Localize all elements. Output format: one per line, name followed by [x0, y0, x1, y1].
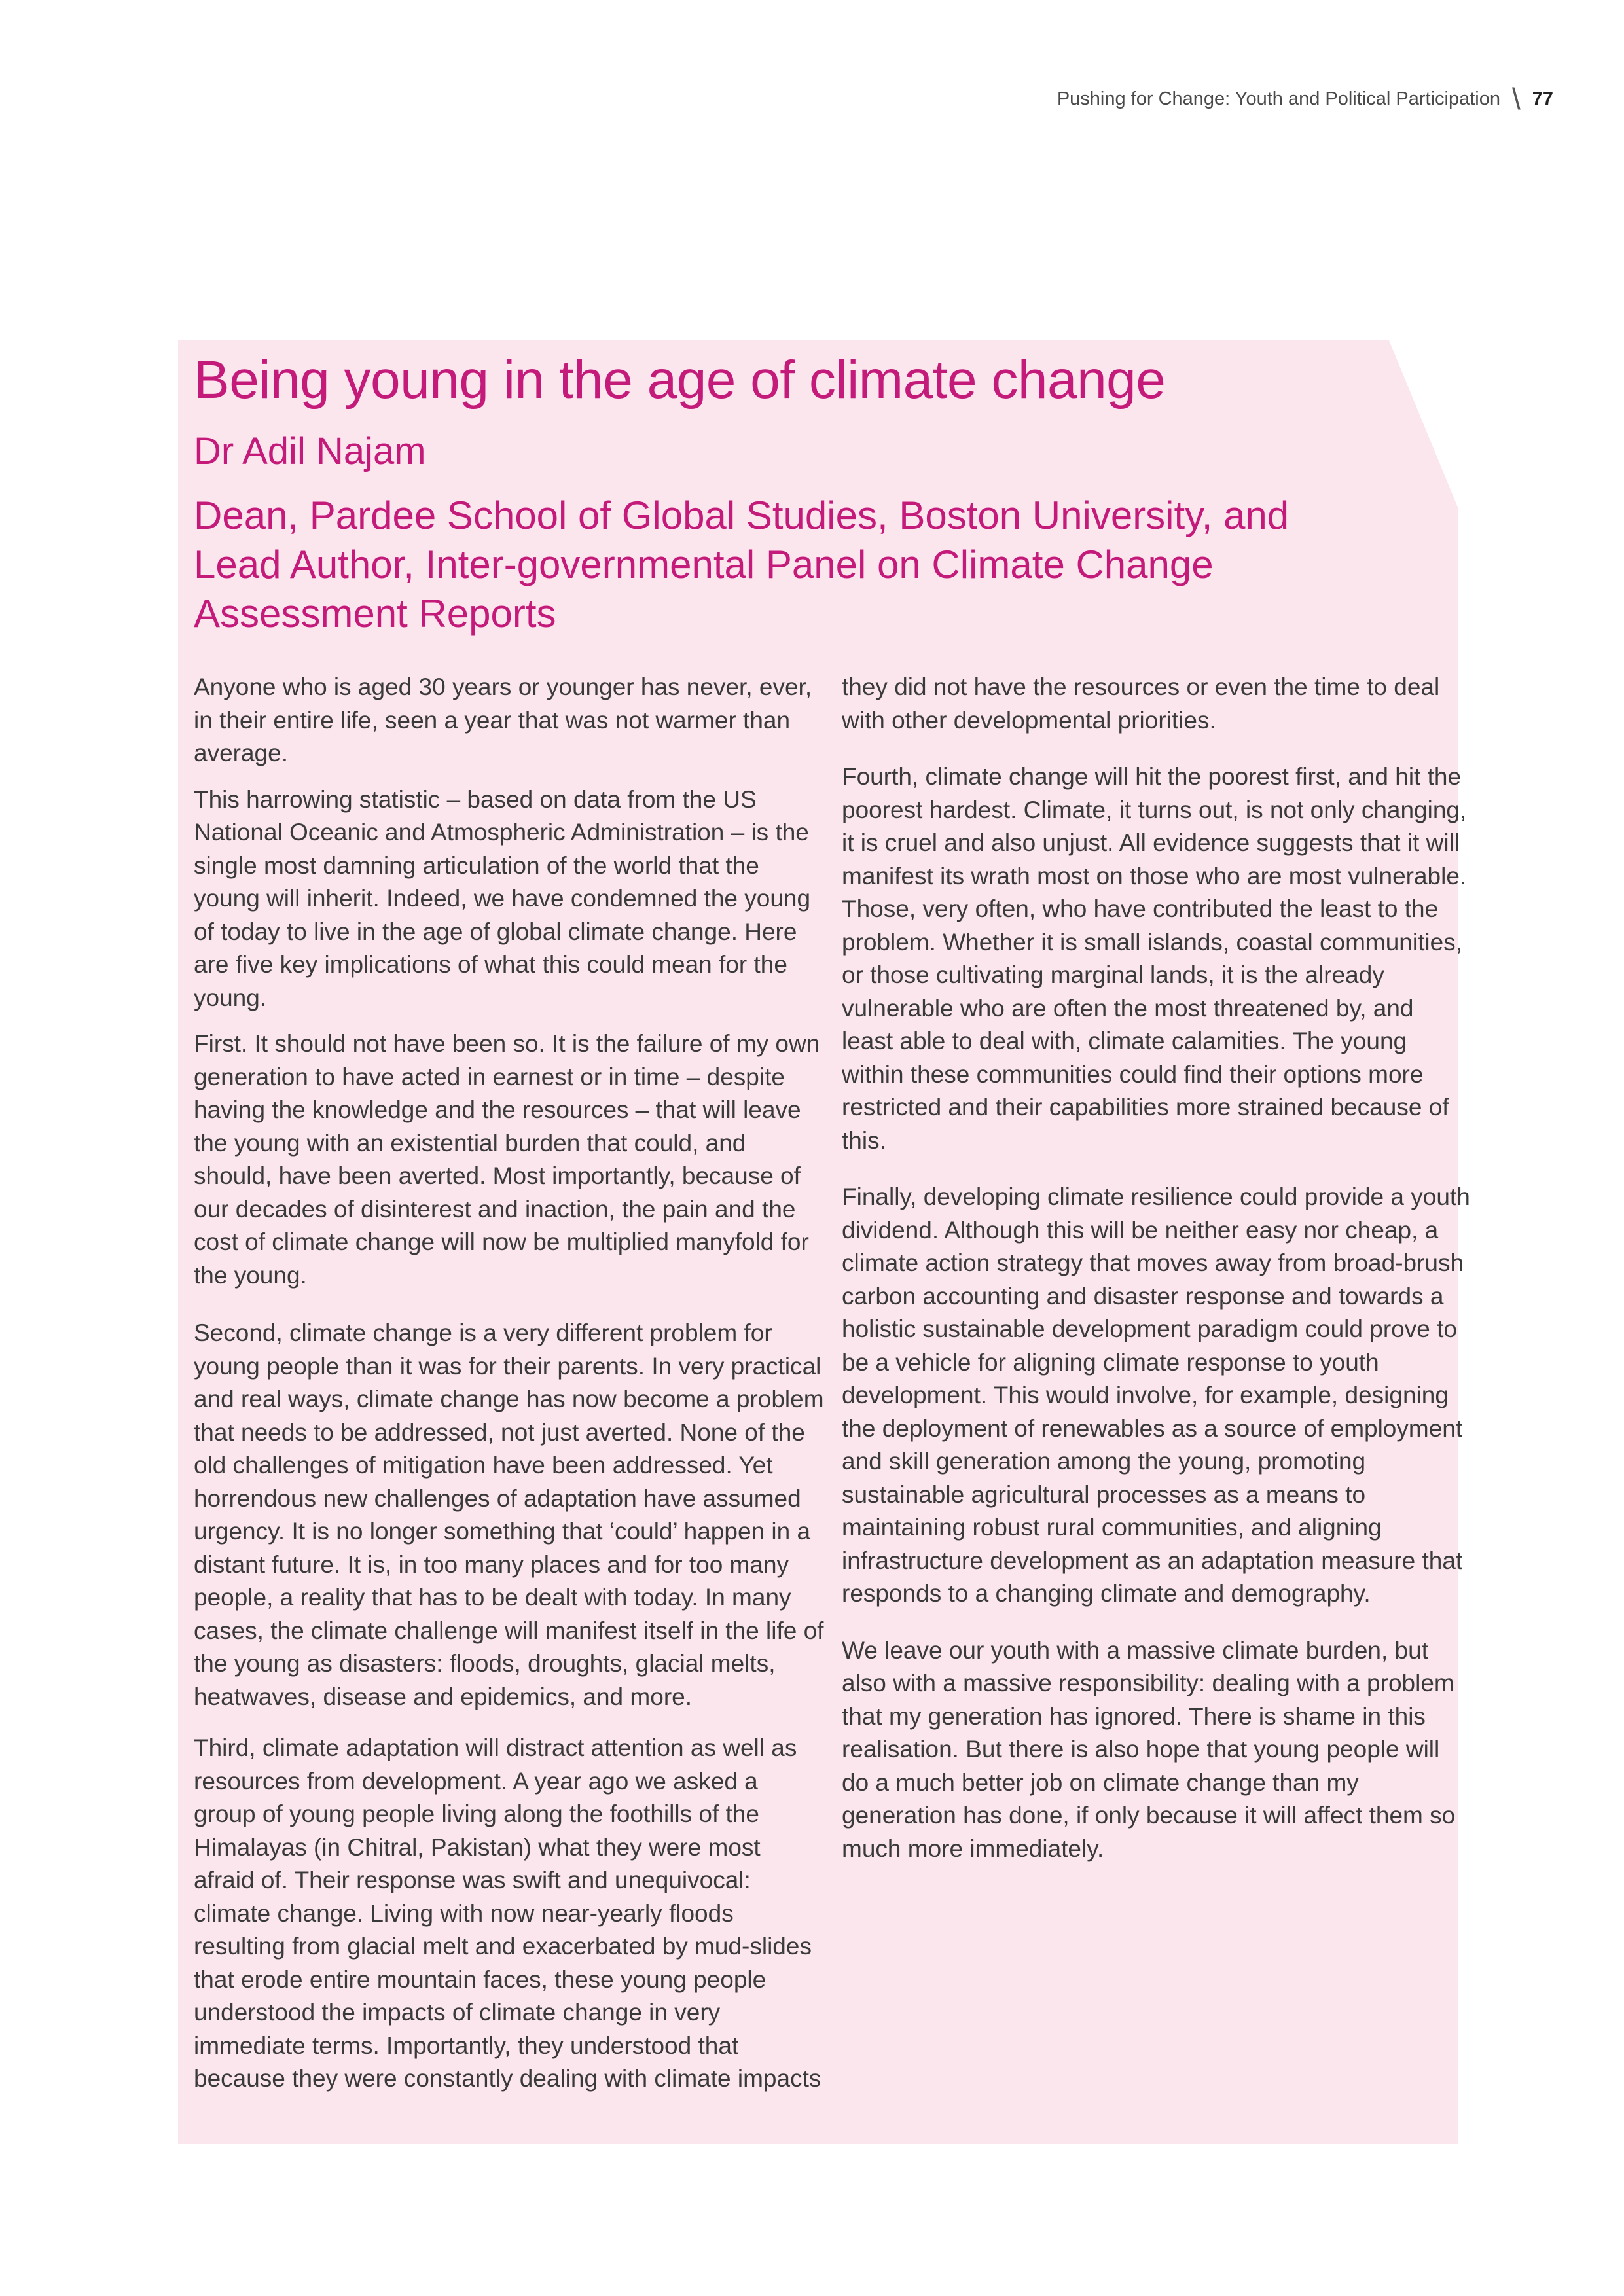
article-panel — [178, 340, 1470, 2144]
paragraph-conclusion: We leave our youth with a massive climate burden, but also with a massive responsibility: dealing with a problem that my generation has ignored. There is shame in this realisation. But there is also hope that young people will do a much better job on climate change than my generation has done, if only because it will affect them so much more immediately. — [842, 1636, 1456, 1862]
author-name: Dr Adil Najam — [194, 430, 426, 473]
author-role: Dean, Pardee School of Global Studies, Boston University, and Lead Author, Inter-governmental Panel on Climate Change Assessment Reports — [194, 493, 1290, 636]
page-number: 77 — [1532, 88, 1553, 109]
body-column-left — [194, 671, 825, 2096]
paragraph-second: Second, climate change is a very different problem for young people than it was for their parents. In very practical and real ways, climate change has now become a problem that needs to be addressed, not just averted. None of the old challenges of mitigation have been addressed. Yet horrendous new challenges of adaptation have assumed urgency. It is no longer something that ‘could’ happen in a distant future. It is, in too many places and for too many people, a reality that has to be dealt with today. In many cases, the climate challenge will manifest itself in the life of the young as disasters: floods, droughts, glacial melts, heatwaves, disease and epidemics, and more. — [194, 1319, 824, 1710]
paragraph-third-continued: they did not have the resources or even the time to deal with other developmental priorities. — [842, 673, 1440, 734]
header-separator: \ — [1511, 82, 1521, 116]
paragraph-statistic: This harrowing statistic – based on data from the US National Oceanic and Atmospheric Administration – is the single most damning articulation of the world that the young will inherit. Indeed, we have condemned the young of today to live in the age of global climate change. Here are five key implications of what this could mean for the young. — [194, 785, 811, 1011]
paragraph-finally: Finally, developing climate resilience could provide a youth dividend. Although this will be neither easy nor cheap, a climate action strategy that moves away from broad-brush carbon accounting and disaster response and towards a holistic sustainable development paradigm could prove to be a vehicle for aligning climate response to youth development. This would involve, for example, designing the deployment of renewables as a source of employment and skill generation among the young, promoting sustainable agricultural processes as a means to maintaining robust rural communities, and aligning infrastructure development as an adaptation measure that responds to a changing climate and demography. — [842, 1183, 1470, 1607]
body-column-right — [842, 671, 1470, 1865]
paragraph-intro: Anyone who is aged 30 years or younger has never, ever, in their entire life, seen a year that was not warmer than average. — [194, 673, 812, 766]
paragraph-first: First. It should not have been so. It is the failure of my own generation to have acted in earnest or in time – despite having the knowledge and the resources – that will leave the young with an existential burden that could, and should, have been averted. Most importantly, because of our decades of disinterest and inaction, the pain and the cost of climate change will now be multiplied manyfold for the young. — [194, 1030, 820, 1289]
running-header — [1057, 84, 1553, 114]
paragraph-third: Third, climate adaptation will distract attention as well as resources from development. A year ago we asked a group of young people living along the foothills of the Himalayas (in Chitral, Pakistan) what they were most afraid of. Their response was swift and unequivocal: climate change. Living with now near-yearly floods resulting from glacial melt and exacerbated by mud-slides that erode entire mountain faces, these young people understood the impacts of climate change in very immediate terms. Importantly, they understood that because they were constantly dealing with climate impacts — [194, 1734, 821, 2092]
running-title: Pushing for Change: Youth and Political Participation — [1056, 88, 1500, 109]
paragraph-fourth: Fourth, climate change will hit the poorest first, and hit the poorest hardest. Climate, it turns out, is not only changing, it is cruel and also unjust. All evidence suggests that it will manifest its wrath most on those who are most vulnerable. Those, very often, who have contributed the least to the problem. Whether it is small islands, coastal communities, or those cultivating marginal lands, it is the already vulnerable who are often the most threatened by, and least able to deal with, climate calamities. The young within these communities could find their options more restricted and their capabilities more strained because of this. — [842, 763, 1467, 1154]
article-title: Being young in the age of climate change — [194, 350, 1166, 410]
